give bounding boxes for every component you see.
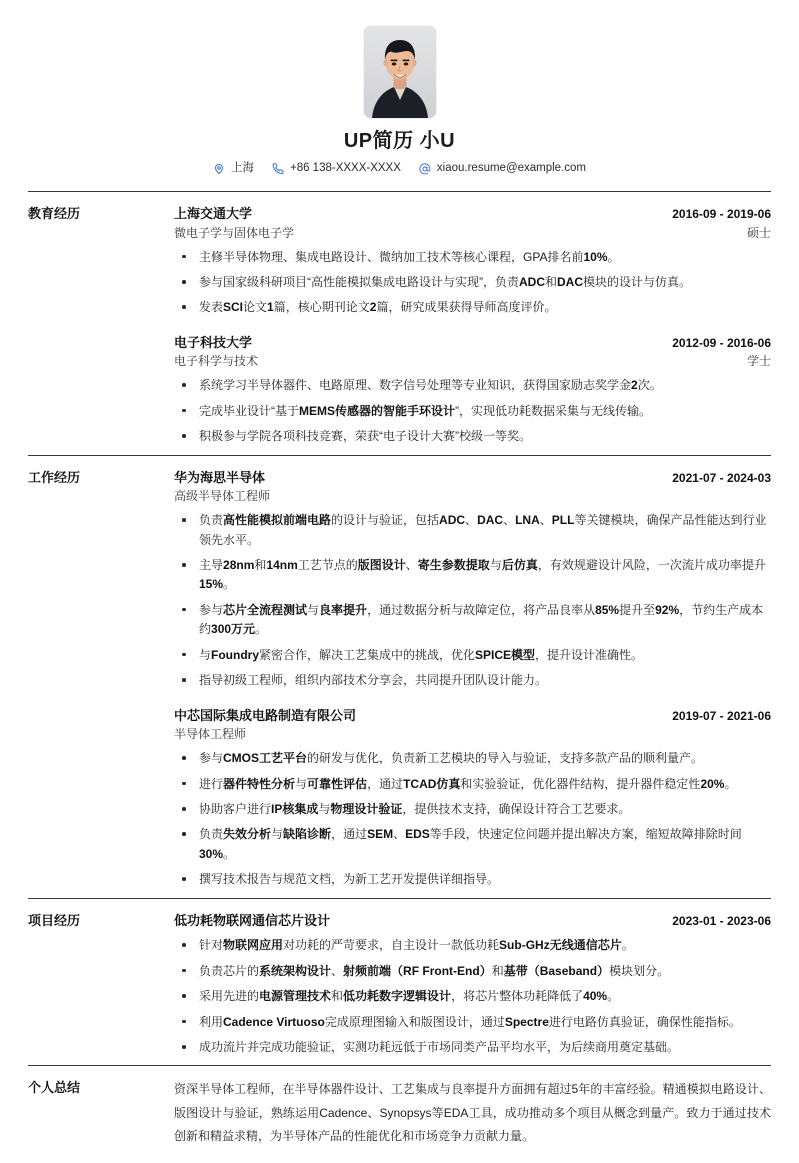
summary-text: 资深半导体工程师，在半导体器件设计、工艺集成与良率提升方面拥有超过5年的丰富经验。精通模拟电路设计、版图设计与验证，熟练运用Cadence、Synopsys等EDA工具，成功推动多个项目从概念到量产。致力于通过技术创新和精益求精，为半导体产品的性能优化和市场竞争力贡献力量。 [174, 1082, 771, 1144]
bullet-list [174, 749, 771, 890]
bullet-item: 负责高性能模拟前端电路的设计与验证，包括ADC、DAC、LNA、PLL等关键模块，确保产品性能达到行业领先水平。 [174, 511, 771, 550]
section-body [174, 468, 771, 894]
entry-date: 2021-07 - 2024-03 [672, 470, 771, 485]
bullet-item: 参与CMOS工艺平台的研发与优化，负责新工艺模块的导入与验证，支持多款产品的顺利量产。 [174, 749, 771, 768]
entry-head [174, 204, 771, 224]
bullet-list [174, 248, 771, 318]
bullet-item: 发表SCI论文1篇，核心期刊论文2篇，研究成果获得导师高度评价。 [174, 298, 771, 317]
contact-email-text: xiaou.resume@example.com [436, 161, 587, 174]
profile-photo-icon [364, 26, 436, 118]
avatar-container [28, 26, 771, 118]
entry [174, 911, 771, 1058]
phone-icon [272, 162, 285, 175]
contact-location-text: 上海 [230, 161, 254, 174]
bullet-item: 进行器件特性分析与可靠性评估，通过TCAD仿真和实验验证，优化器件结构，提升器件稳定性20%。 [174, 775, 771, 794]
entry-head [174, 706, 771, 726]
section-2 [28, 455, 771, 894]
email-at-icon [419, 162, 432, 175]
resume-header [28, 0, 771, 175]
entry [174, 706, 771, 890]
contact-email [419, 162, 586, 175]
resume-sections [28, 191, 771, 1149]
bullet-item: 采用先进的电源管理技术和低功耗数字逻辑设计，将芯片整体功耗降低了40%。 [174, 987, 771, 1006]
entry-date: 2019-07 - 2021-06 [672, 708, 771, 723]
entry-title: 电子科技大学 [174, 334, 253, 350]
entry-title: 中芯国际集成电路制造有限公司 [174, 707, 357, 723]
entry-title: 低功耗物联网通信芯片设计 [174, 912, 331, 928]
entry-head [174, 911, 771, 931]
entry-degree: 硕士 [746, 225, 771, 240]
section-1 [28, 191, 771, 451]
bullet-item: 撰写技术报告与规范文档，为新工艺开发提供详细指导。 [174, 870, 771, 889]
bullet-list [174, 376, 771, 446]
entry [174, 204, 771, 318]
bullet-item: 参与国家级科研项目“高性能模拟集成电路设计与实现”，负责ADC和DAC模块的设计与仿真。 [174, 273, 771, 292]
section-summary [28, 1065, 771, 1148]
avatar [364, 26, 436, 118]
entry-subtitle: 半导体工程师 [174, 727, 247, 742]
section-label: 项目经历 [28, 912, 81, 928]
contact-phone [272, 162, 401, 175]
location-pin-icon [213, 162, 226, 175]
section-3 [28, 898, 771, 1062]
entry-subhead [174, 224, 771, 242]
contact-phone-text: +86 138-XXXX-XXXX [289, 161, 401, 174]
bullet-item: 系统学习半导体器件、电路原理、数字信号处理等专业知识，获得国家励志奖学金2次。 [174, 376, 771, 395]
section-label: 工作经历 [28, 469, 81, 485]
bullet-item: 协助客户进行IP核集成与物理设计验证，提供技术支持，确保设计符合工艺要求。 [174, 800, 771, 819]
section-label: 个人总结 [28, 1080, 81, 1096]
bullet-list [174, 936, 771, 1057]
bullet-item: 成功流片并完成功能验证，实测功耗远低于市场同类产品平均水平，为后续商用奠定基础。 [174, 1038, 771, 1057]
section-body [174, 1078, 771, 1148]
entry-date: 2016-09 - 2019-06 [672, 207, 771, 221]
bullet-item: 与Foundry紧密合作，解决工艺集成中的挑战，优化SPICE模型，提升设计准确性。 [174, 646, 771, 665]
bullet-item: 针对物联网应用对功耗的严苛要求，自主设计一款低功耗Sub-GHz无线通信芯片。 [174, 936, 771, 955]
person-name: UP简历 小U [343, 130, 456, 152]
bullet-item: 负责失效分析与缺陷诊断，通过SEM、EDS等手段，快速定位问题并提出解决方案，缩短故障排除时间30%。 [174, 825, 771, 864]
bullet-item: 积极参与学院各项科技竞赛，荣获“电子设计大赛”校级一等奖。 [174, 427, 771, 446]
entry-title: 上海交通大学 [174, 206, 253, 221]
entry-subtitle: 微电子学与固体电子学 [174, 225, 295, 240]
bullet-list [174, 511, 771, 691]
section-label: 教育经历 [28, 206, 81, 221]
entry-date: 2023-01 - 2023-06 [672, 913, 771, 928]
bullet-item: 负责芯片的系统架构设计、射频前端（RF Front-End）和基带（Baseband）模块划分。 [174, 962, 771, 981]
entry-degree: 学士 [746, 354, 771, 369]
entry-title: 华为海思半导体 [174, 469, 266, 485]
entry-head [174, 333, 771, 353]
bullet-item: 利用Cadence Virtuoso完成原理图输入和版图设计，通过Spectre进行电路仿真验证，确保性能指标。 [174, 1013, 771, 1032]
bullet-item: 参与芯片全流程测试与良率提升，通过数据分析与故障定位，将产品良率从85%提升至92%，节约生产成本约300万元。 [174, 601, 771, 640]
entry-head [174, 468, 771, 488]
bullet-item: 指导初级工程师，组织内部技术分享会，共同提升团队设计能力。 [174, 671, 771, 690]
entry-date: 2012-09 - 2016-06 [672, 335, 771, 350]
entry-subhead [174, 725, 771, 743]
contact-row [28, 162, 771, 175]
entry-subtitle: 高级半导体工程师 [174, 489, 271, 504]
bullet-item: 主导28nm和14nm工艺节点的版图设计、寄生参数提取与后仿真，有效规避设计风险，一次流片成功率提升15%。 [174, 556, 771, 595]
section-body [174, 204, 771, 451]
entry-subtitle: 电子科学与技术 [174, 354, 259, 369]
bullet-item: 完成毕业设计“基于MEMS传感器的智能手环设计”，实现低功耗数据采集与无线传输。 [174, 402, 771, 421]
contact-location [213, 162, 254, 175]
entry-subhead [174, 487, 771, 505]
entry-subhead [174, 352, 771, 370]
entry [174, 468, 771, 691]
section-body [174, 911, 771, 1062]
entry [174, 333, 771, 447]
bullet-item: 主修半导体物理、集成电路设计、微纳加工技术等核心课程，GPA排名前10%。 [174, 248, 771, 267]
